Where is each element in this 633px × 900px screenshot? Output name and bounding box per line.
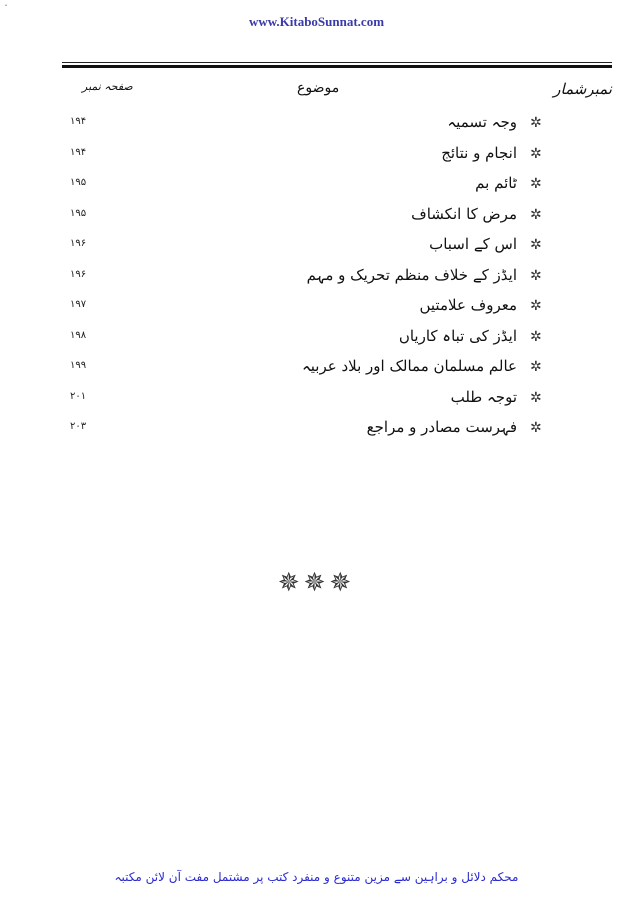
- triple-star-ornament-icon: ✵✵✵: [277, 568, 356, 598]
- header-rule-thick: [62, 65, 612, 68]
- star-bullet-icon: ✲: [530, 145, 542, 162]
- site-url-link[interactable]: www.KitaboSunnat.com: [248, 14, 385, 29]
- toc-entry-page: ۲۰۳: [70, 421, 87, 432]
- margin-mark: ˇ: [4, 4, 8, 13]
- toc-row: [62, 234, 612, 265]
- toc-row: [62, 387, 612, 418]
- toc-entry-title: انجام و نتائج: [441, 143, 517, 162]
- toc-row: [62, 295, 612, 326]
- toc-row: [62, 326, 612, 357]
- toc-row: [62, 173, 612, 204]
- toc-entry-title: عالم مسلمان ممالک اور بلاد عربیہ: [301, 357, 517, 375]
- star-bullet-icon: ✲: [530, 359, 542, 375]
- toc-entry-page: ۱۹۶: [70, 238, 87, 249]
- toc-entry-title: اس کے اسباب: [429, 235, 517, 253]
- column-header-page: صفحہ نمبر: [82, 80, 133, 93]
- star-bullet-icon: ✲: [530, 298, 542, 314]
- toc-entry-page: ۱۹۴: [70, 146, 87, 158]
- toc-entry-title: وجہ تسمیہ: [447, 113, 517, 131]
- star-bullet-icon: ✲: [530, 176, 542, 192]
- toc-entry-title: ٹائم بم: [475, 174, 517, 192]
- toc-entry-page: ۱۹۷: [70, 299, 87, 310]
- toc-row: [62, 417, 612, 448]
- toc-entry-page: ۱۹۹: [70, 360, 87, 371]
- toc-entry-page: ۱۹۶: [70, 268, 87, 280]
- toc-entry-page: ۱۹۵: [70, 177, 87, 188]
- star-bullet-icon: ✲: [530, 206, 542, 223]
- column-header-topic: موضوع: [297, 80, 340, 96]
- column-header-serial: نمبرشمار: [553, 80, 612, 98]
- star-bullet-icon: ✲: [530, 115, 542, 131]
- toc-row: [62, 112, 612, 143]
- header-rule-thin: [62, 62, 612, 63]
- toc-entry-title: مرض کا انکشاف: [411, 204, 517, 223]
- toc-entry-title: ایڈز کے خلاف منظم تحریک و مہم: [306, 265, 517, 284]
- star-bullet-icon: ✲: [530, 267, 542, 284]
- star-bullet-icon: ✲: [530, 389, 542, 406]
- star-bullet-icon: ✲: [530, 328, 542, 345]
- toc-entry-title: توجہ طلب: [450, 387, 517, 406]
- toc-row: [62, 265, 612, 296]
- footer-tagline: محکم دلائل و براہین سے مزین متنوع و منفرد کتب پر مشتمل مفت آن لائن مکتبہ: [114, 870, 519, 884]
- toc-entry-title: ایڈز کی تباہ کاریاں: [398, 326, 517, 345]
- toc-entry-page: ۱۹۴: [70, 116, 87, 127]
- star-bullet-icon: ✲: [530, 420, 542, 436]
- toc-entry-page: ۱۹۸: [70, 329, 87, 341]
- toc-entry-title: معروف علامتیں: [419, 296, 517, 314]
- star-bullet-icon: ✲: [530, 237, 542, 253]
- table-of-contents: [62, 112, 612, 448]
- toc-header-row: [62, 80, 612, 110]
- toc-entry-page: ۲۰۱: [70, 390, 87, 402]
- toc-entry-page: ۱۹۵: [70, 207, 87, 219]
- toc-row: [62, 356, 612, 387]
- toc-row: [62, 204, 612, 235]
- toc-entry-title: فہرست مصادر و مراجع: [366, 418, 517, 436]
- toc-row: [62, 143, 612, 174]
